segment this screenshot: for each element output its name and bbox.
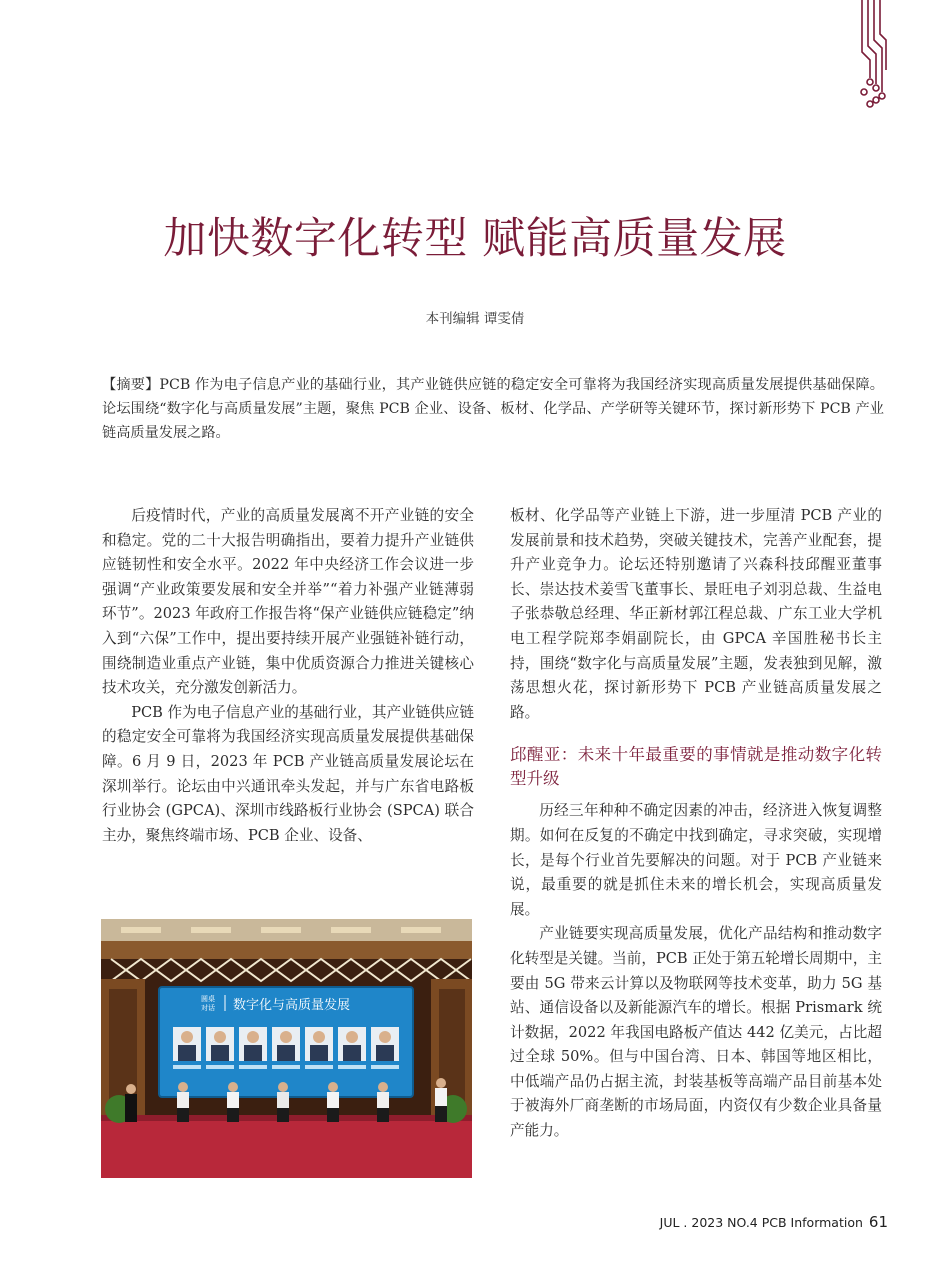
body-paragraph: PCB 作为电子信息产业的基础行业，其产业链供应链的稳定安全可靠将为我国经济实现高质量发展提供基础保障。6 月 9 日，2023 年 PCB 产业链高质量发展论坛在深圳举行。论坛由中兴通讯牵头发起，并与广东省电路板行业协会 (GPCA)、深圳市线路板行业协会 (SPCA) 联合主办，聚焦终端市场、PCB 企业、设备、 (102, 703, 475, 844)
article-title: 加快数字化转型 赋能高质量发展 (163, 214, 787, 264)
body-paragraph: 历经三年种种不确定因素的冲击，经济进入恢复调整期。如何在反复的不确定中找到确定，寻求突破，实现增长，是每个行业首先要解决的问题。对于 PCB 产业链来说，最重要的就是抓住未来的增长机会，实现高质量发展。 (510, 802, 882, 918)
body-paragraph: 后疫情时代，产业的高质量发展离不开产业链的安全和稳定。党的二十大报告明确指出，要着力提升产业链供应链韧性和安全水平。2022 年中央经济工作会议进一步强调“产业政策要发展和安全并举”“着力补强产业链薄弱环节”。2023 年政府工作报告将“保产业链供应链稳定”纳入到“六保”工作中，提出要持续开展产业强链补链行动，围绕制造业重点产业链，集中优质资源合力推进关键核心技术攻关，充分激发创新活力。 (102, 507, 474, 697)
article-byline: 本刊编辑 谭雯倩 (425, 311, 525, 327)
screen-title: 数字化与高质量发展 (233, 998, 351, 1013)
right-column (510, 504, 882, 1144)
left-column (102, 504, 474, 848)
screen-small-label-top: 圆桌 (201, 995, 215, 1003)
page-footer (660, 1213, 888, 1231)
circuit-trace-decoration (856, 0, 888, 112)
article-abstract: 【摘要】PCB 作为电子信息产业的基础行业，其产业链供应链的稳定安全可靠将为我国经济实现高质量发展提供基础保障。论坛围绕“数字化与高质量发展”主题，聚焦 PCB 企业、设备、板材、化学品、产学研等关键环节，探讨新形势下 PCB 产业链高质量发展之路。 (102, 377, 884, 441)
body-paragraph: 板材、化学品等产业链上下游，进一步厘清 PCB 产业的发展前景和技术趋势，突破关键技术，完善产业配套，提升产业竞争力。论坛还特别邀请了兴森科技邱醒亚董事长、崇达技术姜雪飞董事长、景旺电子刘羽总裁、生益电子张恭敬总经理、华正新材郭江程总裁、广东工业大学机电工程学院郑李娟副院长，由 GPCA 辛国胜秘书长主持，围绕“数字化与高质量发展”主题，发表独到见解，激荡思想火花，探讨新形势下 PCB 产业链高质量发展之路。 (510, 507, 882, 721)
issue-label: JUL . 2023 NO.4 PCB Information (659, 1215, 863, 1230)
screen-small-label-bottom: 对话 (201, 1004, 215, 1012)
body-paragraph: 产业链要实现高质量发展，优化产品结构和推动数字化转型是关键。当前，PCB 正处于第五轮增长周期中，主要由 5G 带来云计算以及物联网等技术变革，助力 5G 基站、通信设备以及新能源汽车的增长。根据 Prismark 统计数据，2022 年我国电路板产值达 442 亿美元，占比超过全球 50%。但与中国台湾、日本、韩国等地区相比，中低端产品仍占据主流，封装基板等高端产品目前基本处于被海外厂商垄断的市场局面，内资仅有少数企业具备量产能力。 (510, 925, 883, 1140)
forum-stage-image (101, 919, 472, 1178)
page-number: 61 (868, 1213, 888, 1231)
forum-photo (101, 919, 472, 1178)
section-heading: 邱醒亚：未来十年最重要的事情就是推动数字化转型升级 (510, 745, 882, 789)
